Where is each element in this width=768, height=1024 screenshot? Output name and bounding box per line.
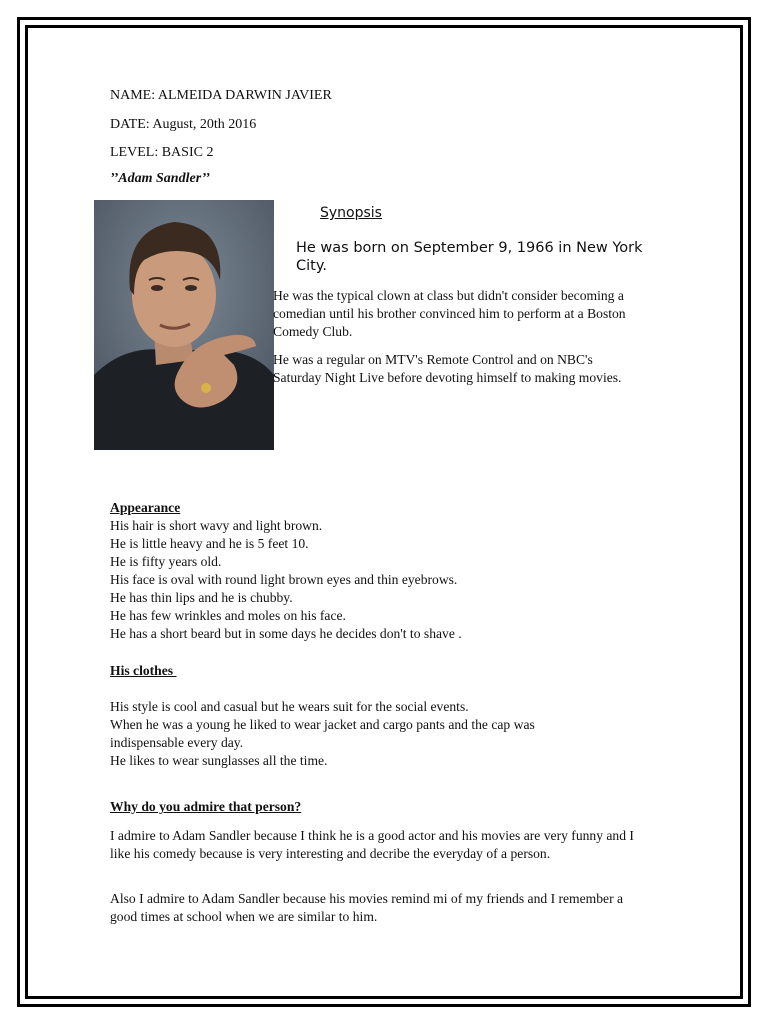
appearance-list [110, 517, 650, 643]
appearance-line: He has thin lips and he is chubby. [110, 590, 293, 605]
admire-paragraph-1: I admire to Adam Sandler because I think he is a good actor and his movies are very funny and I like his comedy because is very interesting and decribe the everyday of a person. [110, 828, 634, 861]
clothes-line: His style is cool and casual but he wears suit for the social events. [110, 699, 469, 714]
clothes-list [110, 698, 650, 770]
essay-title: ’’Adam Sandler’’ [110, 171, 210, 186]
portrait-illustration [94, 200, 274, 450]
appearance-line: He is little heavy and he is 5 feet 10. [110, 536, 309, 551]
portrait-photo [94, 200, 274, 450]
clothes-line: indispensable every day. [110, 735, 244, 750]
appearance-line: He has few wrinkles and moles on his face. [110, 608, 346, 623]
appearance-line: His face is oval with round light brown eyes and thin eyebrows. [110, 572, 458, 587]
appearance-line: He has a short beard but in some days he decides don't to shave . [110, 626, 462, 641]
student-name: NAME: ALMEIDA DARWIN JAVIER [110, 88, 332, 103]
clothes-heading: His clothes [110, 663, 177, 678]
appearance-line: He is fifty years old. [110, 554, 222, 569]
synopsis-paragraph-1: He was the typical clown at class but didn't consider becoming a comedian until his brother convinced him to perform at a Boston Comedy Club. [273, 288, 626, 339]
appearance-heading: Appearance [110, 500, 181, 515]
birth-sentence: He was born on September 9, 1966 in New York City. [296, 240, 643, 274]
synopsis-paragraph-2: He was a regular on MTV's Remote Control and on NBC's Saturday Night Live before devoting himself to making movies. [273, 352, 622, 385]
appearance-line: His hair is short wavy and light brown. [110, 518, 323, 533]
synopsis-heading: Synopsis [320, 205, 382, 221]
admire-paragraph-2: Also I admire to Adam Sandler because his movies remind mi of my friends and I remember a good times at school when we are similar to him. [110, 891, 624, 924]
admire-heading: Why do you admire that person? [110, 799, 302, 814]
date-line: DATE: August, 20th 2016 [110, 117, 257, 132]
clothes-line: When he was a young he liked to wear jacket and cargo pants and the cap was [110, 717, 535, 732]
clothes-line: He likes to wear sunglasses all the time. [110, 753, 328, 768]
level-line: LEVEL: BASIC 2 [110, 145, 214, 160]
